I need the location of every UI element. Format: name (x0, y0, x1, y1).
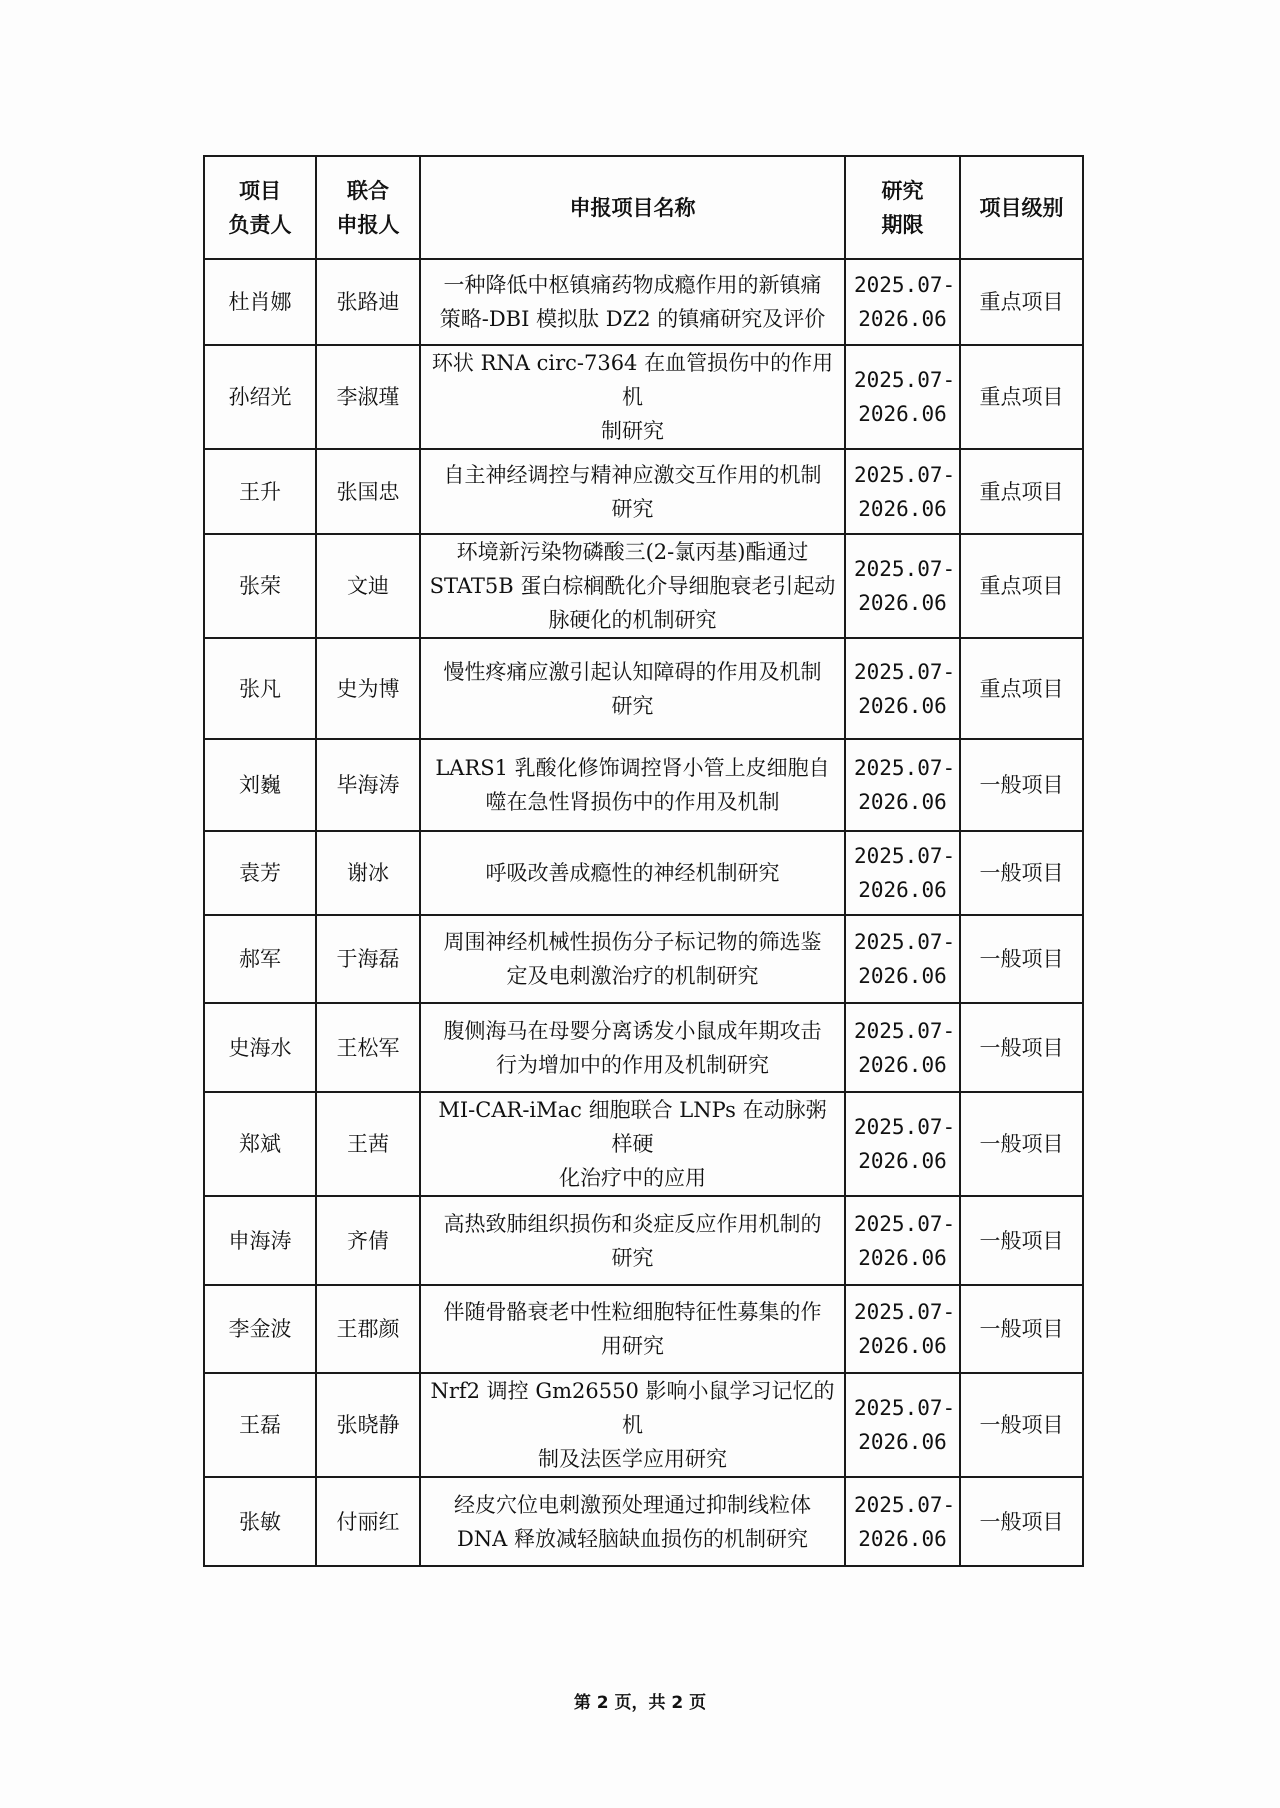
header-title: 申报项目名称 (420, 156, 845, 259)
cell-period (845, 534, 960, 638)
cell-level: 一般项目 (960, 831, 1083, 915)
period-line: 2025.07- (854, 1492, 956, 1517)
period-line: 2026.06 (858, 1149, 947, 1173)
project-title-line: 腹侧海马在母婴分离诱发小鼠成年期攻击 (443, 1018, 822, 1043)
project-title-line: 高热致肺组织损伤和炎症反应作用机制的 (443, 1211, 822, 1236)
period-line: 2026.06 (858, 307, 947, 331)
table-row (204, 1092, 1083, 1196)
cell-period (845, 831, 960, 915)
cell-leader: 袁芳 (204, 831, 316, 915)
project-title-line: 周围神经机械性损伤分子标记物的筛选鉴 (443, 930, 822, 954)
cell-project-title (420, 449, 845, 534)
cell-project-title (420, 638, 845, 739)
cell-period (845, 1373, 960, 1477)
period-line: 2025.07- (854, 1300, 956, 1324)
project-title-line: 脉硬化的机制研究 (548, 608, 717, 632)
period-line: 2025.07- (854, 1211, 956, 1236)
table-row (204, 1477, 1083, 1566)
cell-level: 一般项目 (960, 1285, 1083, 1373)
project-title-line: 用研究 (601, 1334, 664, 1358)
cell-leader: 刘巍 (204, 739, 316, 831)
table-row (204, 449, 1083, 534)
cell-level: 一般项目 (960, 1477, 1083, 1566)
header-period-line1: 研究 (881, 178, 924, 203)
page-indicator: 第 2 页，共 2 页 (573, 1693, 707, 1713)
project-title-line: STAT5B 蛋白棕榈酰化介导细胞衰老引起动 (429, 574, 836, 598)
cell-period (845, 345, 960, 449)
project-title-line: 研究 (611, 1245, 654, 1270)
project-title-line: 环状 RNA circ-7364 在血管损伤中的作用机 (431, 351, 834, 409)
project-title-line: 定及电刺激治疗的机制研究 (506, 964, 759, 988)
table-row (204, 1373, 1083, 1477)
period-line: 2025.07- (854, 1018, 956, 1043)
cell-co-applicant: 史为博 (316, 638, 420, 739)
project-title-line: 研究 (611, 496, 654, 521)
period-line: 2025.07- (854, 1115, 956, 1139)
period-line: 2026.06 (858, 1526, 947, 1551)
period-line: 2025.07- (854, 273, 956, 297)
cell-period (845, 739, 960, 831)
table-row (204, 534, 1083, 638)
cell-project-title (420, 1477, 845, 1566)
cell-project-title (420, 259, 845, 345)
cell-period (845, 1092, 960, 1196)
cell-leader: 申海涛 (204, 1196, 316, 1285)
cell-project-title (420, 739, 845, 831)
cell-co-applicant: 文迪 (316, 534, 420, 638)
project-title-line: 策略-DBI 模拟肽 DZ2 的镇痛研究及评价 (439, 307, 826, 331)
cell-period (845, 1003, 960, 1092)
period-line: 2025.07- (854, 368, 956, 392)
cell-co-applicant: 谢冰 (316, 831, 420, 915)
cell-period (845, 259, 960, 345)
table-row (204, 1196, 1083, 1285)
cell-co-applicant: 张路迪 (316, 259, 420, 345)
cell-leader: 杜肖娜 (204, 259, 316, 345)
cell-project-title (420, 915, 845, 1003)
cell-leader: 张凡 (204, 638, 316, 739)
period-line: 2025.07- (854, 844, 956, 868)
cell-co-applicant: 毕海涛 (316, 739, 420, 831)
table-row (204, 259, 1083, 345)
cell-leader: 张荣 (204, 534, 316, 638)
cell-level: 重点项目 (960, 449, 1083, 534)
cell-leader: 孙绍光 (204, 345, 316, 449)
cell-project-title (420, 1373, 845, 1477)
project-title-line: 化治疗中的应用 (559, 1166, 706, 1190)
period-line: 2026.06 (858, 1245, 947, 1270)
cell-project-title (420, 1196, 845, 1285)
project-title-line: 一种降低中枢镇痛药物成瘾作用的新镇痛 (443, 273, 822, 297)
header-co-applicant (316, 156, 420, 259)
header-period-line2: 期限 (881, 212, 924, 237)
cell-co-applicant: 付丽红 (316, 1477, 420, 1566)
period-line: 2026.06 (858, 496, 947, 521)
header-leader-line2: 负责人 (228, 212, 292, 237)
project-title-line: Nrf2 调控 Gm26550 影响小鼠学习记忆的机 (430, 1379, 835, 1437)
period-line: 2025.07- (854, 756, 956, 780)
cell-leader: 史海水 (204, 1003, 316, 1092)
period-line: 2025.07- (854, 462, 956, 487)
cell-level: 重点项目 (960, 638, 1083, 739)
period-line: 2026.06 (858, 1052, 947, 1077)
cell-period (845, 1477, 960, 1566)
period-line: 2026.06 (858, 693, 947, 718)
cell-level: 一般项目 (960, 739, 1083, 831)
cell-leader: 郑斌 (204, 1092, 316, 1196)
project-title-line: 研究 (611, 693, 654, 718)
period-line: 2026.06 (858, 591, 947, 615)
header-co-applicant-line2: 申报人 (336, 212, 400, 237)
cell-level: 一般项目 (960, 1196, 1083, 1285)
cell-leader: 王磊 (204, 1373, 316, 1477)
cell-level: 重点项目 (960, 345, 1083, 449)
cell-project-title (420, 831, 845, 915)
cell-level: 一般项目 (960, 1373, 1083, 1477)
project-title-line: 制及法医学应用研究 (538, 1447, 727, 1471)
cell-co-applicant: 张国忠 (316, 449, 420, 534)
project-title-line: MI-CAR-iMac 细胞联合 LNPs 在动脉粥样硬 (438, 1098, 827, 1156)
cell-level: 重点项目 (960, 259, 1083, 345)
cell-leader: 张敏 (204, 1477, 316, 1566)
cell-period (845, 1285, 960, 1373)
project-title-line: 伴随骨骼衰老中性粒细胞特征性募集的作 (443, 1300, 822, 1324)
project-table (203, 155, 1084, 1567)
cell-co-applicant: 于海磊 (316, 915, 420, 1003)
project-title-line: LARS1 乳酸化修饰调控肾小管上皮细胞自 (435, 756, 830, 780)
cell-co-applicant: 李淑瑾 (316, 345, 420, 449)
cell-leader: 李金波 (204, 1285, 316, 1373)
cell-project-title (420, 1285, 845, 1373)
cell-period (845, 1196, 960, 1285)
table-row (204, 739, 1083, 831)
table-row (204, 1003, 1083, 1092)
cell-co-applicant: 王郡颜 (316, 1285, 420, 1373)
cell-period (845, 915, 960, 1003)
period-line: 2026.06 (858, 964, 947, 988)
period-line: 2026.06 (858, 878, 947, 902)
project-title-line: 环境新污染物磷酸三(2-氯丙基)酯通过 (456, 540, 809, 564)
project-title-line: 自主神经调控与精神应激交互作用的机制 (443, 462, 822, 487)
cell-project-title (420, 1092, 845, 1196)
table-row (204, 345, 1083, 449)
header-leader-line1: 项目 (239, 178, 281, 203)
table-row (204, 1285, 1083, 1373)
cell-leader: 郝军 (204, 915, 316, 1003)
period-line: 2025.07- (854, 659, 956, 684)
table-body (204, 259, 1083, 1566)
period-line: 2026.06 (858, 1430, 947, 1454)
project-title-line: DNA 释放减轻脑缺血损伤的机制研究 (456, 1526, 809, 1551)
period-line: 2025.07- (854, 1396, 956, 1420)
cell-project-title (420, 345, 845, 449)
header-period (845, 156, 960, 259)
table-header-row (204, 156, 1083, 259)
cell-level: 一般项目 (960, 1092, 1083, 1196)
cell-level: 重点项目 (960, 534, 1083, 638)
cell-co-applicant: 王松军 (316, 1003, 420, 1092)
cell-level: 一般项目 (960, 915, 1083, 1003)
period-line: 2026.06 (858, 402, 947, 426)
table-row (204, 915, 1083, 1003)
cell-co-applicant: 张晓静 (316, 1373, 420, 1477)
cell-co-applicant: 齐倩 (316, 1196, 420, 1285)
project-title-line: 制研究 (601, 419, 664, 443)
project-title-line: 行为增加中的作用及机制研究 (496, 1052, 769, 1077)
table-row (204, 831, 1083, 915)
project-title-line: 呼吸改善成瘾性的神经机制研究 (485, 861, 780, 885)
header-leader (204, 156, 316, 259)
cell-project-title (420, 1003, 845, 1092)
period-line: 2025.07- (854, 930, 956, 954)
cell-co-applicant: 王茜 (316, 1092, 420, 1196)
period-line: 2025.07- (854, 557, 956, 581)
project-title-line: 噬在急性肾损伤中的作用及机制 (485, 790, 780, 814)
cell-level: 一般项目 (960, 1003, 1083, 1092)
cell-period (845, 449, 960, 534)
project-title-line: 经皮穴位电刺激预处理通过抑制线粒体 (454, 1492, 811, 1517)
project-title-line: 慢性疼痛应激引起认知障碍的作用及机制 (443, 659, 822, 684)
header-level: 项目级别 (960, 156, 1083, 259)
period-line: 2026.06 (858, 790, 947, 814)
header-co-applicant-line1: 联合 (347, 178, 389, 203)
cell-period (845, 638, 960, 739)
cell-leader: 王升 (204, 449, 316, 534)
cell-project-title (420, 534, 845, 638)
period-line: 2026.06 (858, 1334, 947, 1358)
table-row (204, 638, 1083, 739)
